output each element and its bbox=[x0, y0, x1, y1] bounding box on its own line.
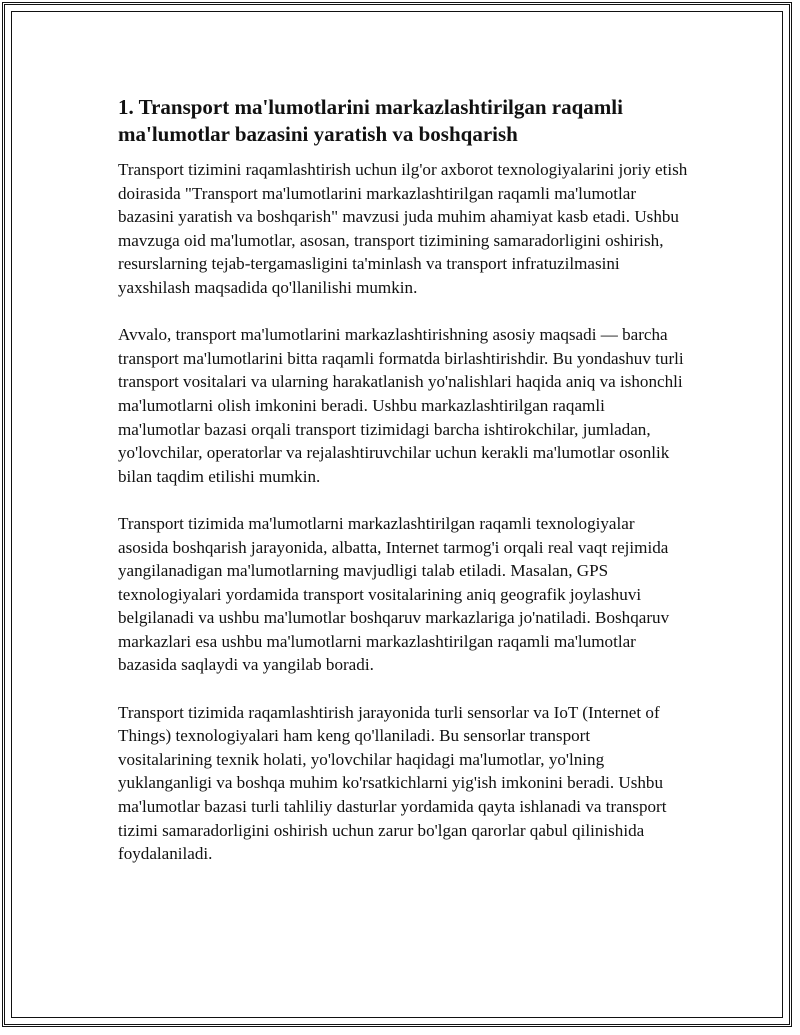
document-title: 1. Transport ma'lumotlarini markazlashtirilgan raqamli ma'lumotlar bazasini yaratish va boshqarish bbox=[118, 95, 623, 146]
document-body bbox=[118, 94, 688, 889]
paragraph-4: Transport tizimida raqamlashtirish jarayonida turli sensorlar va IoT (Internet of Things) texnologiyalari ham keng qo'llaniladi. Bu sensorlar transport vositalarining texnik holati, yo'lovchilar haqidagi ma'lumotlar, yo'lning yuklanganligi va boshqa muhim ko'rsatkichlarni yig'ish imkonini beradi. Ushbu ma'lumotlar bazasi turli tahliliy dasturlar yordamida qayta ishlanadi va transport tizimi samaradorligini oshirish uchun zarur bo'lgan qarorlar qabul qilinishida foydalaniladi. bbox=[118, 702, 667, 864]
paragraph-3: Transport tizimida ma'lumotlarni markazlashtirilgan raqamli texnologiyalar asosida boshqarish jarayonida, albatta, Internet tarmog'i orqali real vaqt rejimida yangilanadigan ma'lumotlarning mavjudligi talab etiladi. Masalan, GPS texnologiyalari yordamida transport vositalarining aniq geografik joylashuvi belgilanadi va ushbu ma'lumotlar boshqaruv markazlariga jo'natiladi. Boshqaruv markazlari esa ushbu ma'lumotlarni markazlashtirilgan raqamli ma'lumotlar bazasida saqlaydi va yangilab boradi. bbox=[118, 513, 670, 675]
paragraph-2: Avvalo, transport ma'lumotlarini markazlashtirishning asosiy maqsadi — barcha transport ma'lumotlarini bitta raqamli formatda birlashtirishdir. Bu yondashuv turli transport vositalari va ularning harakatlanish yo'nalishlari haqida aniq va ishonchli ma'lumotlarni olish imkonini beradi. Ushbu markazlashtirilgan raqamli ma'lumotlar bazasi orqali transport tizimidagi barcha ishtirokchilar, jumladan, yo'lovchilar, operatorlar va rejalashtiruvchilar uchun kerakli ma'lumotlar osonlik bilan taqdim etilishi mumkin. bbox=[118, 325, 684, 486]
paragraph-1: Transport tizimini raqamlashtirish uchun ilg'or axborot texnologiyalarini joriy etish doirasida "Transport ma'lumotlarini markazlashtirilgan raqamli ma'lumotlar bazasini yaratish va boshqarish" mavzusi juda muhim ahamiyat kasb etadi. Ushbu mavzuga oid ma'lumotlar, asosan, transport tizimining samaradorligini oshirish, resurslarning tejab-tergamasligini ta'minlash va transport infratuzilmasini yaxshilash maqsadida qo'llanilishi mumkin. bbox=[118, 160, 688, 297]
